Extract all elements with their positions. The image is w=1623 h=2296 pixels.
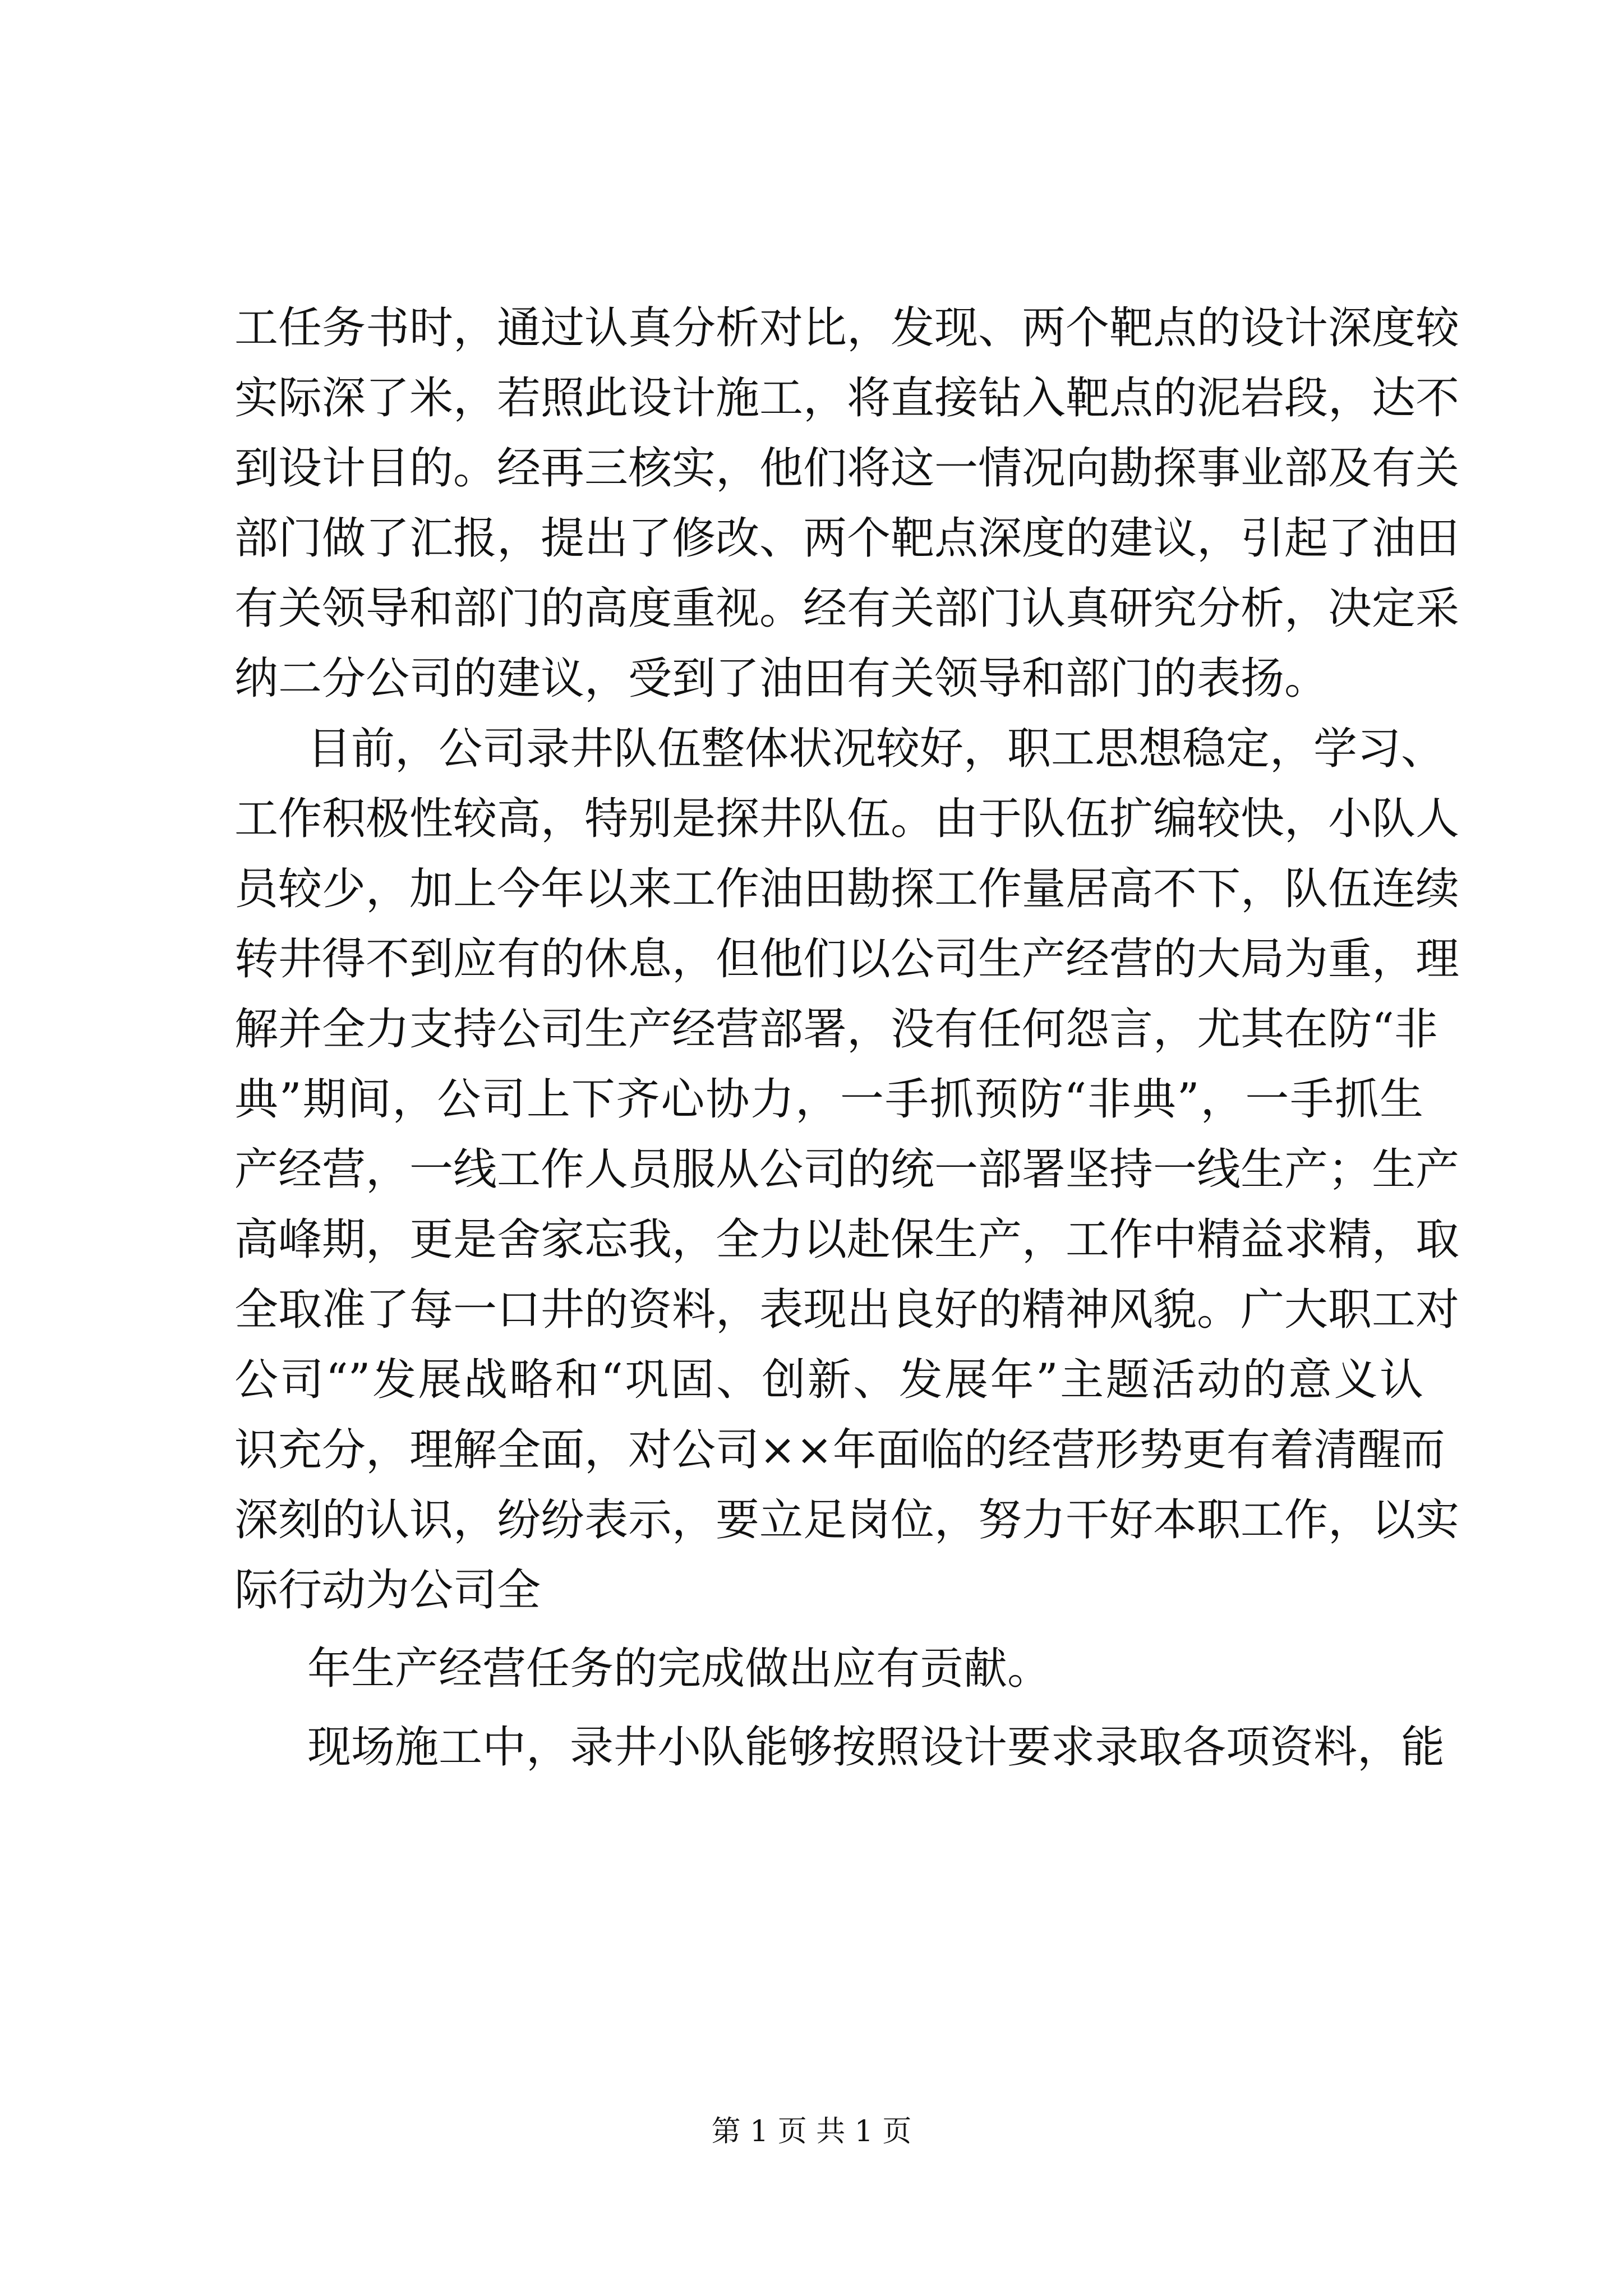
paragraph-4-line-1: 现场施工中，录井小队能够按照设计要求录取各项资料，能 [307, 1722, 1445, 1773]
paragraph-1-line-5: 有关领导和部门的高度重视。经有关部门认真研究分析，决定采 [234, 583, 1460, 634]
paragraph-2-line-12: 深刻的认识，纷纷表示，要立足岗位，努力干好本职工作，以实 [234, 1495, 1460, 1545]
paragraph-1-line-4: 部门做了汇报，提出了修改、两个靶点深度的建议，引起了油田 [234, 513, 1460, 564]
paragraph-2-line-2: 工作积极性较高，特别是探井队伍。由于队伍扩编较快，小队人 [234, 794, 1460, 844]
paragraph-2-line-5: 解并全力支持公司生产经营部署，没有任何怨言，尤其在防“非 [234, 1004, 1438, 1055]
paragraph-2-line-11: 识充分，理解全面，对公司××年面临的经营形势更有着清醒而 [234, 1425, 1445, 1475]
paragraph-1-line-2: 实际深了米，若照此设计施工，将直接钻入靶点的泥岩段，达不 [234, 373, 1460, 424]
paragraph-2-line-3: 员较少，加上今年以来工作油田勘探工作量居高不下，队伍连续 [234, 864, 1460, 914]
page-footer: 第 1 页 共 1 页 [711, 2115, 912, 2148]
paragraph-2-line-7: 产经营，一线工作人员服从公司的统一部署坚持一线生产；生产 [234, 1144, 1460, 1195]
paragraph-2-line-9: 全取准了每一口井的资料，表现出良好的精神风貌。广大职工对 [234, 1285, 1460, 1335]
paragraph-2-line-13: 际行动为公司全 [234, 1565, 541, 1616]
paragraph-2-line-6: 典”期间，公司上下齐心协力，一手抓预防“非典”，一手抓生 [234, 1074, 1423, 1125]
paragraph-1-line-6: 纳二分公司的建议，受到了油田有关领导和部门的表扬。 [234, 654, 1329, 704]
paragraph-1-line-3: 到设计目的。经再三核实，他们将这一情况向勘探事业部及有关 [234, 443, 1460, 494]
paragraph-2-line-10: 公司“”发展战略和“巩固、创新、发展年”主题活动的意义认 [234, 1355, 1423, 1405]
paragraph-2-line-8: 高峰期，更是舍家忘我，全力以赴保生产，工作中精益求精，取 [234, 1214, 1460, 1265]
paragraph-2-line-4: 转井得不到应有的休息，但他们以公司生产经营的大局为重，理 [234, 934, 1460, 984]
paragraph-3-line-1: 年生产经营任务的完成做出应有贡献。 [307, 1644, 1052, 1694]
paragraph-2-line-1: 目前，公司录井队伍整体状况较好，职工思想稳定，学习、 [307, 724, 1445, 774]
paragraph-1-line-1: 工任务书时，通过认真分析对比，发现、两个靶点的设计深度较 [234, 303, 1460, 353]
